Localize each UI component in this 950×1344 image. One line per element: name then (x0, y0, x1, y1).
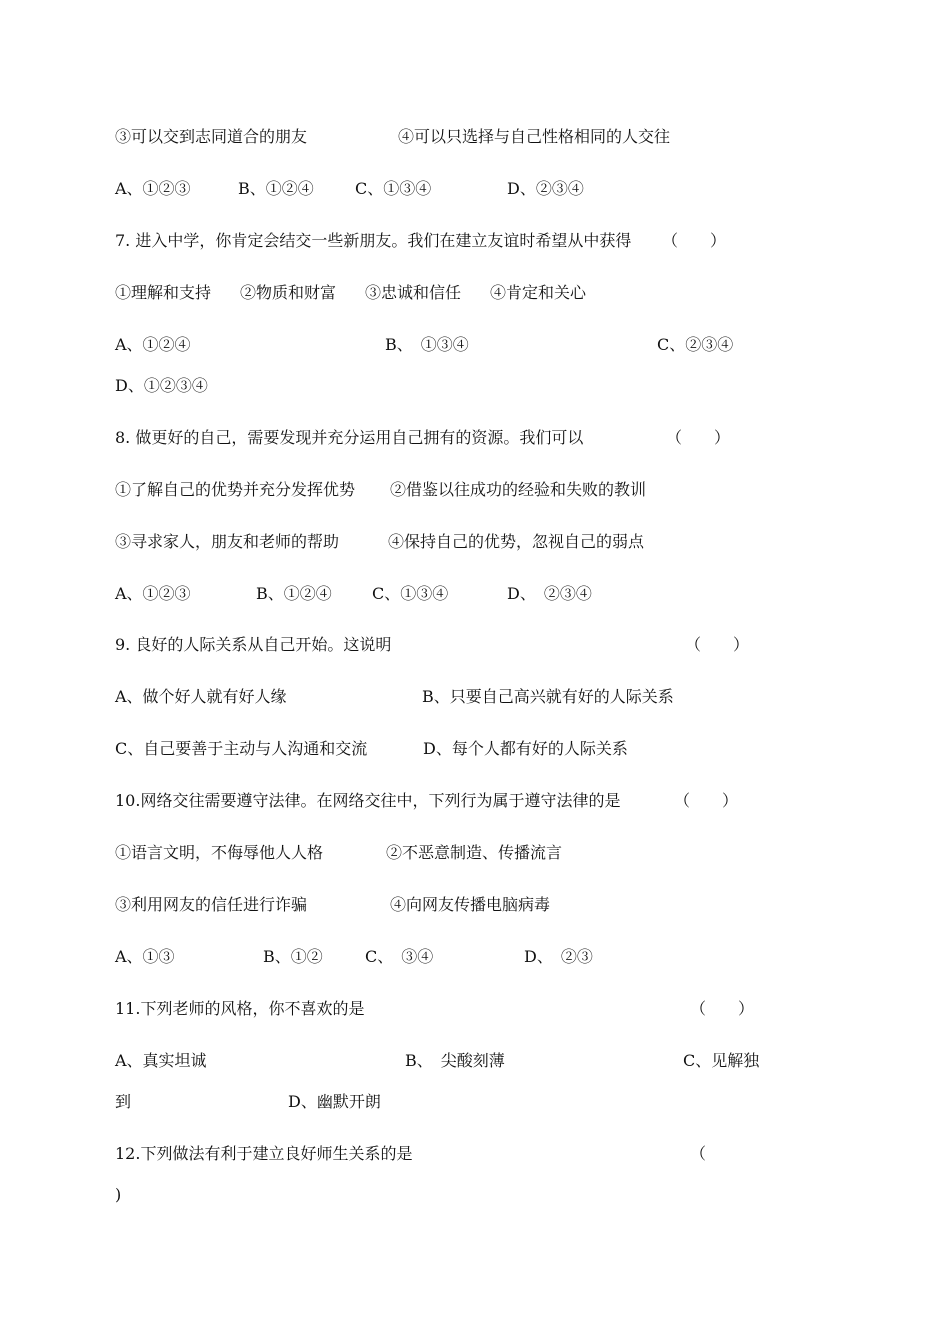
option-line-4: ④可以只选择与自己性格相同的人交往 (398, 127, 671, 146)
question-7-text: 7. 进入中学，你肯定会结交一些新朋友。我们在建立友谊时希望从中获得 (115, 231, 632, 250)
answer-choice-d: D、 ②③ (524, 947, 593, 966)
answer-choice-c: C、①③④ (355, 179, 432, 198)
answer-choice-d: D、每个人都有好的人际关系 (423, 739, 628, 758)
question-8-text: 8. 做更好的自己，需要发现并充分运用自己拥有的资源。我们可以 (115, 428, 584, 447)
answer-choice-d: D、②③④ (507, 179, 584, 198)
question-9-text: 9. 良好的人际关系从自己开始。这说明 (115, 635, 392, 654)
answer-choice-a: A、①②④ (115, 335, 191, 354)
answer-blank-open: （ (690, 1144, 707, 1163)
option-1: ①理解和支持 (115, 283, 212, 302)
option-4: ④肯定和关心 (490, 283, 587, 302)
option-line-4: ④保持自己的优势，忽视自己的弱点 (388, 532, 645, 551)
option-2: ②物质和财富 (240, 283, 337, 302)
answer-choice-d: D、幽默开朗 (288, 1092, 381, 1111)
answer-choice-a: A、①②③ (115, 179, 191, 198)
answer-blank-close: ) (115, 1185, 122, 1204)
question-10-text: 10.网络交往需要遵守法律。在网络交往中，下列行为属于遵守法律的是 (115, 791, 621, 810)
option-line-4: ④向网友传播电脑病毒 (390, 895, 551, 914)
answer-choice-d: D、 ②③④ (507, 584, 592, 603)
answer-choice-c-continued: 到 (115, 1092, 132, 1111)
option-line-3: ③利用网友的信任进行诈骗 (115, 895, 308, 914)
answer-choice-b: B、①②④ (238, 179, 314, 198)
answer-choice-b: B、只要自己高兴就有好的人际关系 (422, 687, 674, 706)
option-line-1: ①了解自己的优势并充分发挥优势 (115, 480, 356, 499)
option-line-2: ②不恶意制造、传播流言 (386, 843, 563, 862)
answer-choice-c: C、 ③④ (365, 947, 434, 966)
answer-choice-b: B、①②④ (256, 584, 332, 603)
answer-blank: （ ） (666, 428, 731, 447)
option-line-1: ①语言文明，不侮辱他人人格 (115, 843, 324, 862)
answer-choice-d: D、①②③④ (115, 376, 208, 395)
answer-choice-b: B、①② (263, 947, 323, 966)
answer-choice-c: C、②③④ (657, 335, 734, 354)
option-3: ③忠诚和信任 (365, 283, 462, 302)
answer-choice-b: B、 ①③④ (385, 335, 469, 354)
answer-choice-c: C、①③④ (372, 584, 449, 603)
answer-choice-a: A、真实坦诚 (115, 1051, 207, 1070)
option-line-3: ③可以交到志同道合的朋友 (115, 127, 308, 146)
answer-blank: （ ） (690, 999, 755, 1018)
answer-choice-c: C、自己要善于主动与人沟通和交流 (115, 739, 368, 758)
answer-blank: （ ） (674, 791, 739, 810)
answer-choice-a: A、做个好人就有好人缘 (115, 687, 287, 706)
answer-choice-a: A、①③ (115, 947, 175, 966)
answer-blank: （ ） (685, 635, 750, 654)
answer-choice-c: C、见解独 (683, 1051, 760, 1070)
question-11-text: 11.下列老师的风格，你不喜欢的是 (115, 999, 365, 1018)
answer-blank: （ ） (662, 231, 727, 250)
option-line-2: ②借鉴以往成功的经验和失败的教训 (390, 480, 647, 499)
answer-choice-a: A、①②③ (115, 584, 191, 603)
question-12-text: 12.下列做法有利于建立良好师生关系的是 (115, 1144, 413, 1163)
answer-choice-b: B、 尖酸刻薄 (405, 1051, 505, 1070)
option-line-3: ③寻求家人，朋友和老师的帮助 (115, 532, 340, 551)
